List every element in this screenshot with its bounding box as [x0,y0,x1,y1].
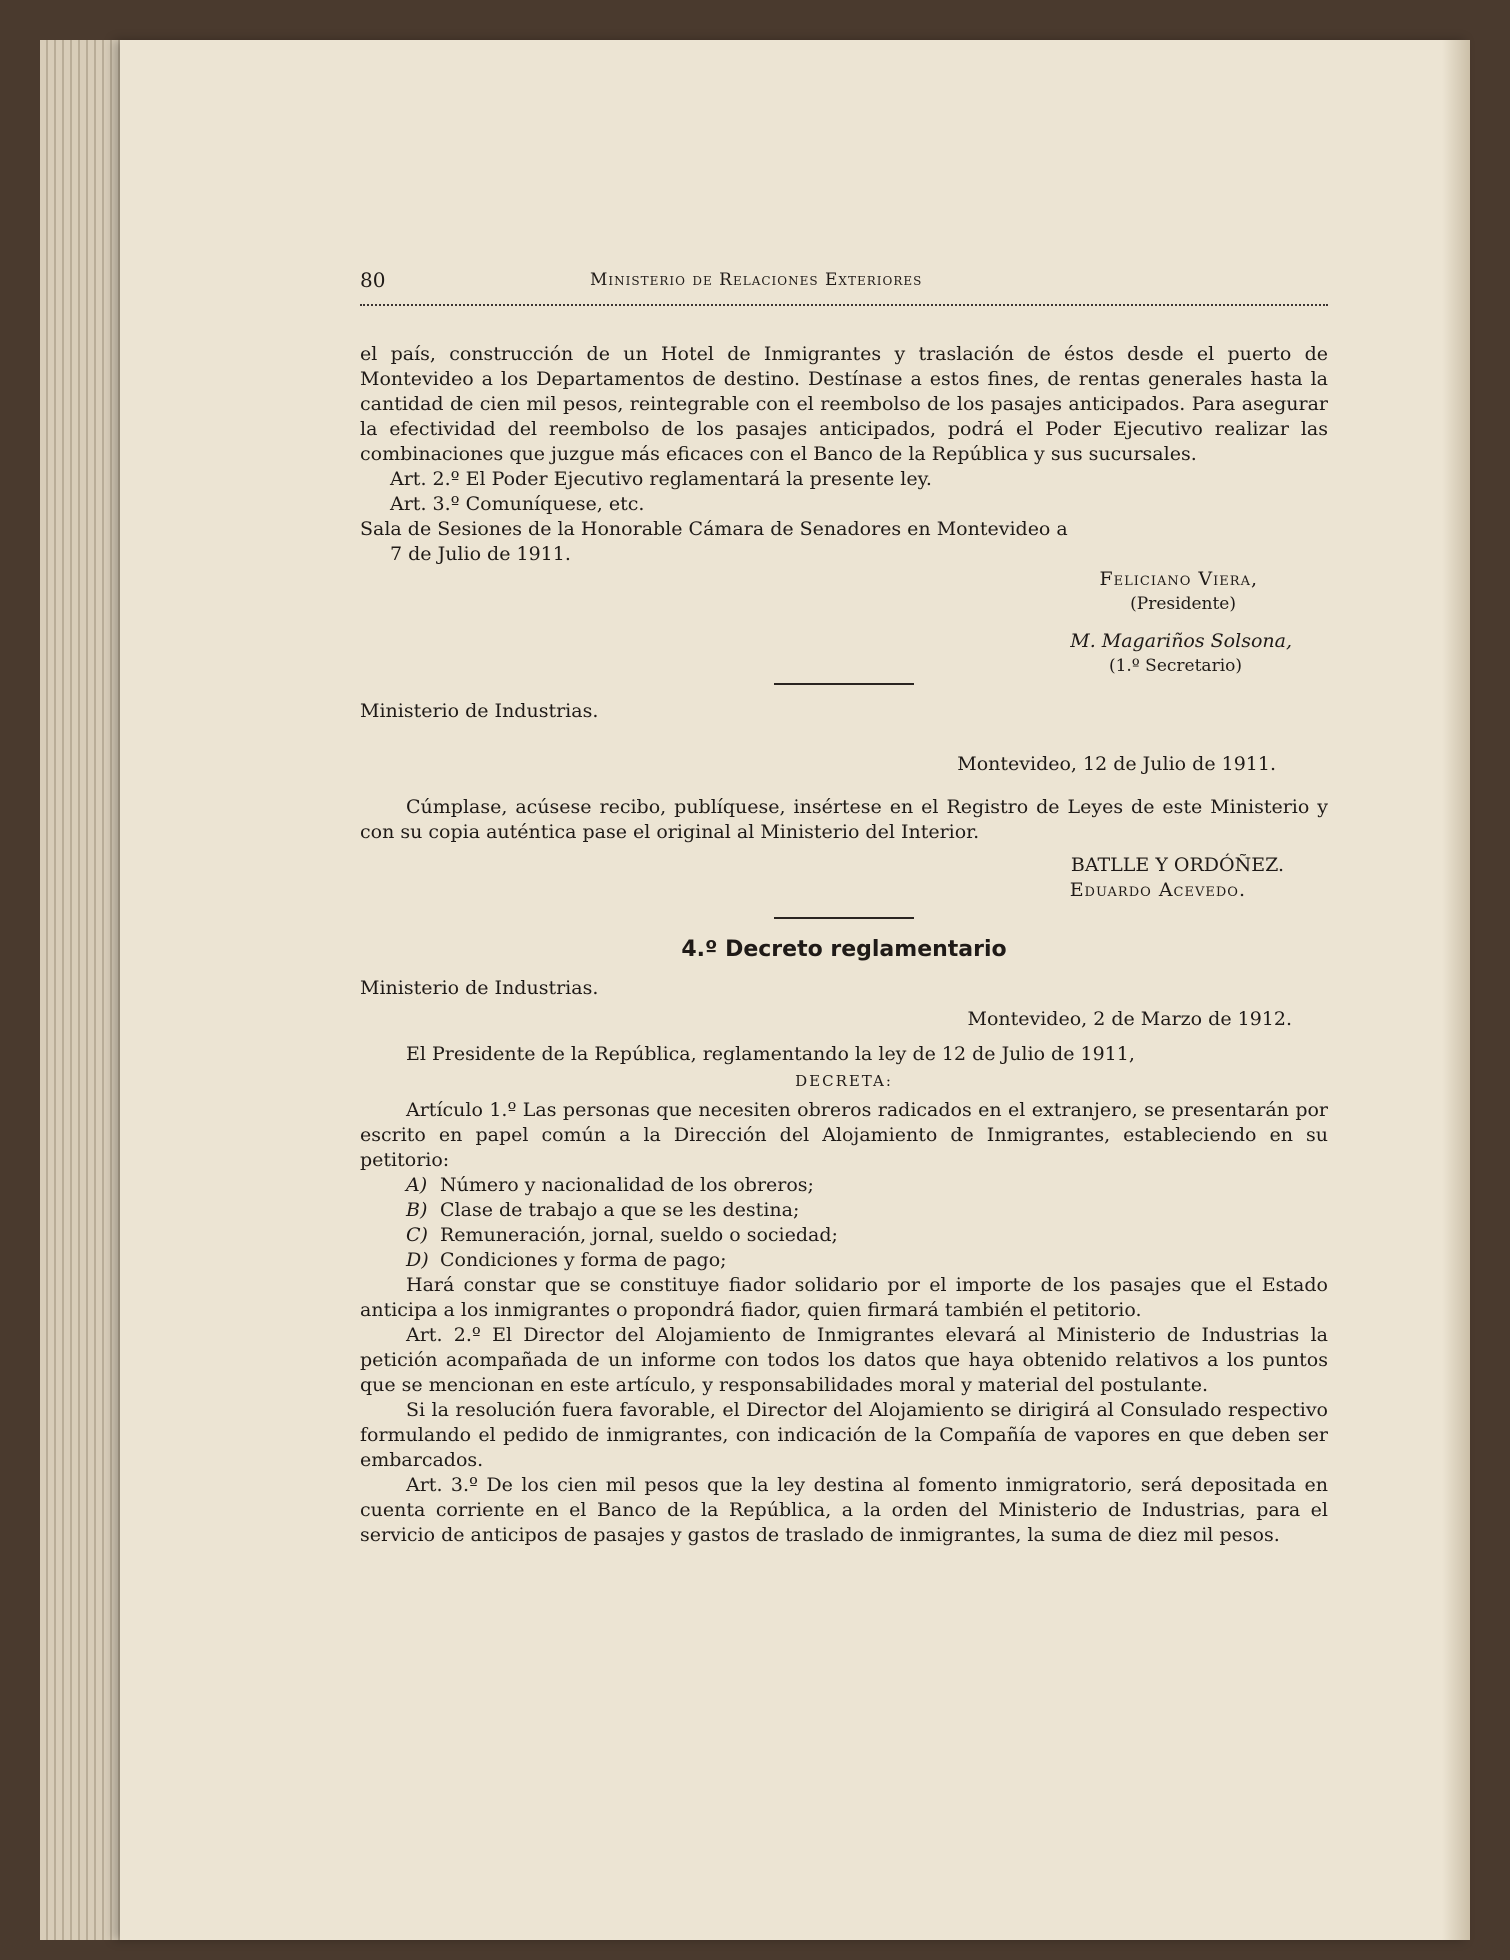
list-item [360,1198,1328,1223]
promulgation-ministry: Ministerio de Industrias. [360,700,599,722]
separator-rule [774,683,914,685]
item-label: A) [406,1174,428,1196]
decree-art2: Art. 2.º El Director del Alojamiento de Inmigrantes elevará al Ministerio de Industrias la petición acompañada de un informe con todos los datos que haya obtenido relativos a los puntos que se mencionan en este artículo, y responsabilidades moral y material del postulante. [360,1324,1328,1396]
signer2-name: M. Magariños Solsona, [1070,630,1292,652]
list-item [360,1223,1328,1248]
running-title: Ministerio de Relaciones Exteriores [590,270,923,290]
item-text: Número y nacionalidad de los obreros; [440,1174,814,1196]
decree-fiador: Hará constar que se constituye fiador solidario por el importe de los pasajes que el Estado anticipa a los inmigrantes o propondrá fiador, quien firmará también el petitorio. [360,1274,1328,1321]
list-item [360,1248,1328,1273]
signer1-name: Feliciano Viera, [1099,568,1258,590]
promulgation-sign2: Eduardo Acevedo. [1069,879,1246,901]
decree-ministry: Ministerio de Industrias. [360,977,599,999]
separator-rule [774,917,914,919]
decree-date: Montevideo, 2 de Marzo de 1912. [967,1008,1292,1030]
decree-art1: Artículo 1.º Las personas que necesiten obreros radicados en el extranjero, se presentarán por escrito en papel común a la Dirección del Alojamiento de Inmigrantes, estableciendo en su petitorio: [360,1099,1328,1171]
signer1-role: (Presidente) [1130,594,1236,614]
law-art3: Art. 3.º Comuníquese, etc. [390,493,645,515]
decree-art3: Art. 3.º De los cien mil pesos que la ley destina al fomento inmigratorio, será depositada en cuenta corriente en el Banco de la República, a la orden del Ministerio de Industrias, para el servicio de anticipos de pasajes y gastos de traslado de inmigrantes, la suma de diez mil pesos. [360,1474,1328,1546]
item-text: Condiciones y forma de pago; [440,1249,727,1271]
law-art2: Art. 2.º El Poder Ejecutivo reglamentará la presente ley. [390,468,932,490]
signer2-role: (1.º Secretario) [1108,656,1242,676]
item-text: Clase de trabajo a que se les destina; [440,1199,800,1221]
decree-resolucion: Si la resolución fuera favorable, el Director del Alojamiento se dirigirá al Consulado respectivo formulando el pedido de inmigrantes, con indicación de la Compañía de vapores en que deben ser embarcados. [360,1399,1328,1471]
list-item [360,1173,1328,1198]
item-label: D) [406,1249,429,1271]
decree-preamble: El Presidente de la República, reglamentando la ley de 12 de Julio de 1911, [406,1043,1135,1065]
item-text: Remuneración, jornal, sueldo o sociedad; [440,1224,838,1246]
decreta-label: DECRETA: [795,1072,893,1090]
item-label: B) [406,1199,428,1221]
page-body [360,342,1328,1548]
sala-line1: Sala de Sesiones de la Honorable Cámara de Senadores en Montevideo a [360,518,1068,540]
sala-line2: 7 de Julio de 1911. [390,543,571,565]
decree-heading: 4.º Decreto reglamentario [681,937,1007,962]
law-paragraph: el país, construcción de un Hotel de Inmigrantes y traslación de éstos desde el puerto de Montevideo a los Departamentos de destino. Destínase a estos fines, de rentas generales hasta la cantidad de cien mil pesos, reintegrable con el reembolso de los pasajes anticipados. Para asegurar la efectividad del reembolso de los pasajes anticipados, podrá el Poder Ejecutivo realizar las combinaciones que juzgue más eficaces con el Banco de la República y sus sucursales. [360,343,1328,465]
item-label: C) [406,1224,428,1246]
page-number: 80 [360,268,386,292]
promulgation-sign1: BATLLE Y ORDÓÑEZ. [1070,854,1284,876]
promulgation-text: Cúmplase, acúsese recibo, publíquese, insértese en el Registro de Leyes de este Ministerio y con su copia auténtica pase el original al Ministerio del Interior. [360,796,1328,843]
header-rule [360,304,1328,308]
book-spine [1442,40,1470,1940]
promulgation-date: Montevideo, 12 de Julio de 1911. [957,753,1276,775]
